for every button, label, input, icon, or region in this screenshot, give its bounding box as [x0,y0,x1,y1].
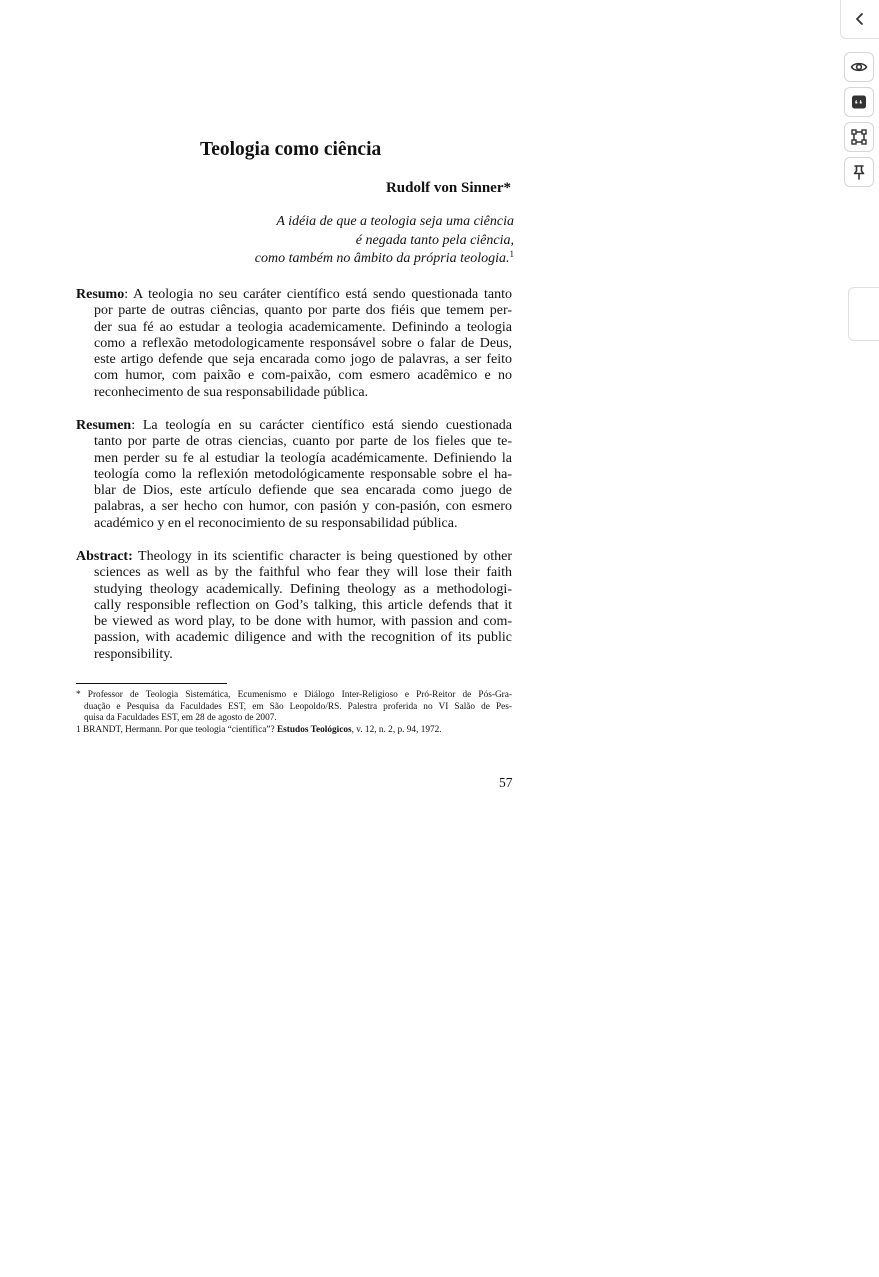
footnotes [76,690,512,736]
resumen-line: teología como la reflexión metodológicamente responsable sobre el ha- [94,466,512,482]
epigraph-line: é negada tanto pela ciência, [355,232,514,248]
epigraph-footnote-marker: 1 [509,249,514,259]
abstract-line: sciences as well as by the faithful who fear they will lose their faith [94,565,512,581]
resumen-line: académico y en el reconocimiento de su responsabilidad pública. [94,515,458,531]
epigraph-line-text: como também no âmbito da própria teologia. [254,251,510,266]
resumo-line: este artigo defende que seja encarada como jogo de palavras, a ser feito [94,352,512,368]
abstract-line-text: Theology in its scientific character is being questioned by other [132,549,512,564]
eye-icon [850,58,868,76]
epigraph-line: A idéia de que a teologia seja uma ciência [276,214,514,229]
resumo-paragraph [76,287,512,401]
abstract-line: be viewed as word play, to be done with humor, with passion and com- [94,614,512,630]
abstract-line: cally responsible reflection on God’s talking, this article defends that it [94,597,512,613]
resumen-line: tanto por parte de otras ciencias, cuanto por parte de los fieles que te- [94,434,512,450]
resumo-label: Resumo [76,287,125,302]
footnote-ref-prefix: 1 BRANDT, Hermann. Por que teologia “científica”? [76,724,277,735]
abstract-line: passion, with academic diligence and with the recognition of its public [94,630,512,646]
resumen-line [76,418,512,434]
footnote-ref-suffix: , v. 12, n. 2, p. 94, 1972. [351,724,442,735]
view-button[interactable] [844,52,874,82]
abstract-line: responsibility. [94,646,173,662]
side-panel-handle[interactable] [848,287,879,341]
crop-frame-button[interactable] [844,122,874,152]
pin-icon [850,163,868,181]
resumen-paragraph [76,418,512,532]
quote-button[interactable] [844,87,874,117]
resumo-line: como a reflexão metodologicamente responsável sobre o falar de Deus, [94,335,512,351]
pin-button[interactable] [844,157,874,187]
crop-frame-icon [850,128,868,146]
epigraph-line [255,250,514,269]
resumo-line: reconhecimento de sua responsabilidade pública. [94,384,369,400]
resumen-line-text: : La teología en su carácter científico está siendo cuestionada [131,418,512,433]
epigraph [255,213,514,269]
footnote-divider [76,683,227,684]
resumo-line: por parte de outras ciências, quanto por parte dos fiéis que temem per- [94,303,512,319]
footnote-reference-1 [76,725,512,737]
footnote-author-line: * Professor de Teologia Sistemática, Ecumenismo e Diálogo Inter-Religioso e Pró-Reitor de Pós-Gra- [76,690,512,700]
resumen-line: men perder su fe al estudiar la teología académicamente. Definiendo la [94,450,512,466]
page-title: Teologia como ciência [200,139,382,160]
resumen-line: blar de Dios, este artículo defiende que sea encarada como juego de [94,483,512,499]
resumo-line [76,287,512,303]
resumen-label: Resumen [76,418,132,433]
abstract-line [76,549,512,565]
page-number: 57 [499,775,513,790]
resumo-line-text: : A teologia no seu caráter científico está sendo questionada tanto [124,287,512,302]
footnote-ref-journal: Estudos Teológicos [276,724,352,735]
abstract-label: Abstract: [76,549,133,564]
quote-icon [850,93,868,111]
abstract-paragraph [76,549,512,663]
footnote-author-line: duação e Pesquisa da Faculdades EST, em São Leopoldo/RS. Palestra proferida no VI Salão de Pes- [84,701,512,712]
resumo-line: com humor, com paixão e com-paixão, com esmero acadêmico e no [94,368,512,384]
footnote-author-line: quisa da Faculdades EST, em 28 de agosto de 2007. [84,713,277,724]
chevron-left-icon [853,12,867,26]
resumo-line: der sua fé ao estudar a teologia academicamente. Definindo a teologia [94,319,512,335]
abstract-line: studying theology academically. Defining theology as a methodologi- [94,581,512,597]
author-name: Rudolf von Sinner* [385,180,511,196]
collapse-panel-button[interactable] [840,0,879,39]
resumen-line: palabras, a ser hecho con humor, con pasión y con-pasión, con esmero [94,499,512,515]
